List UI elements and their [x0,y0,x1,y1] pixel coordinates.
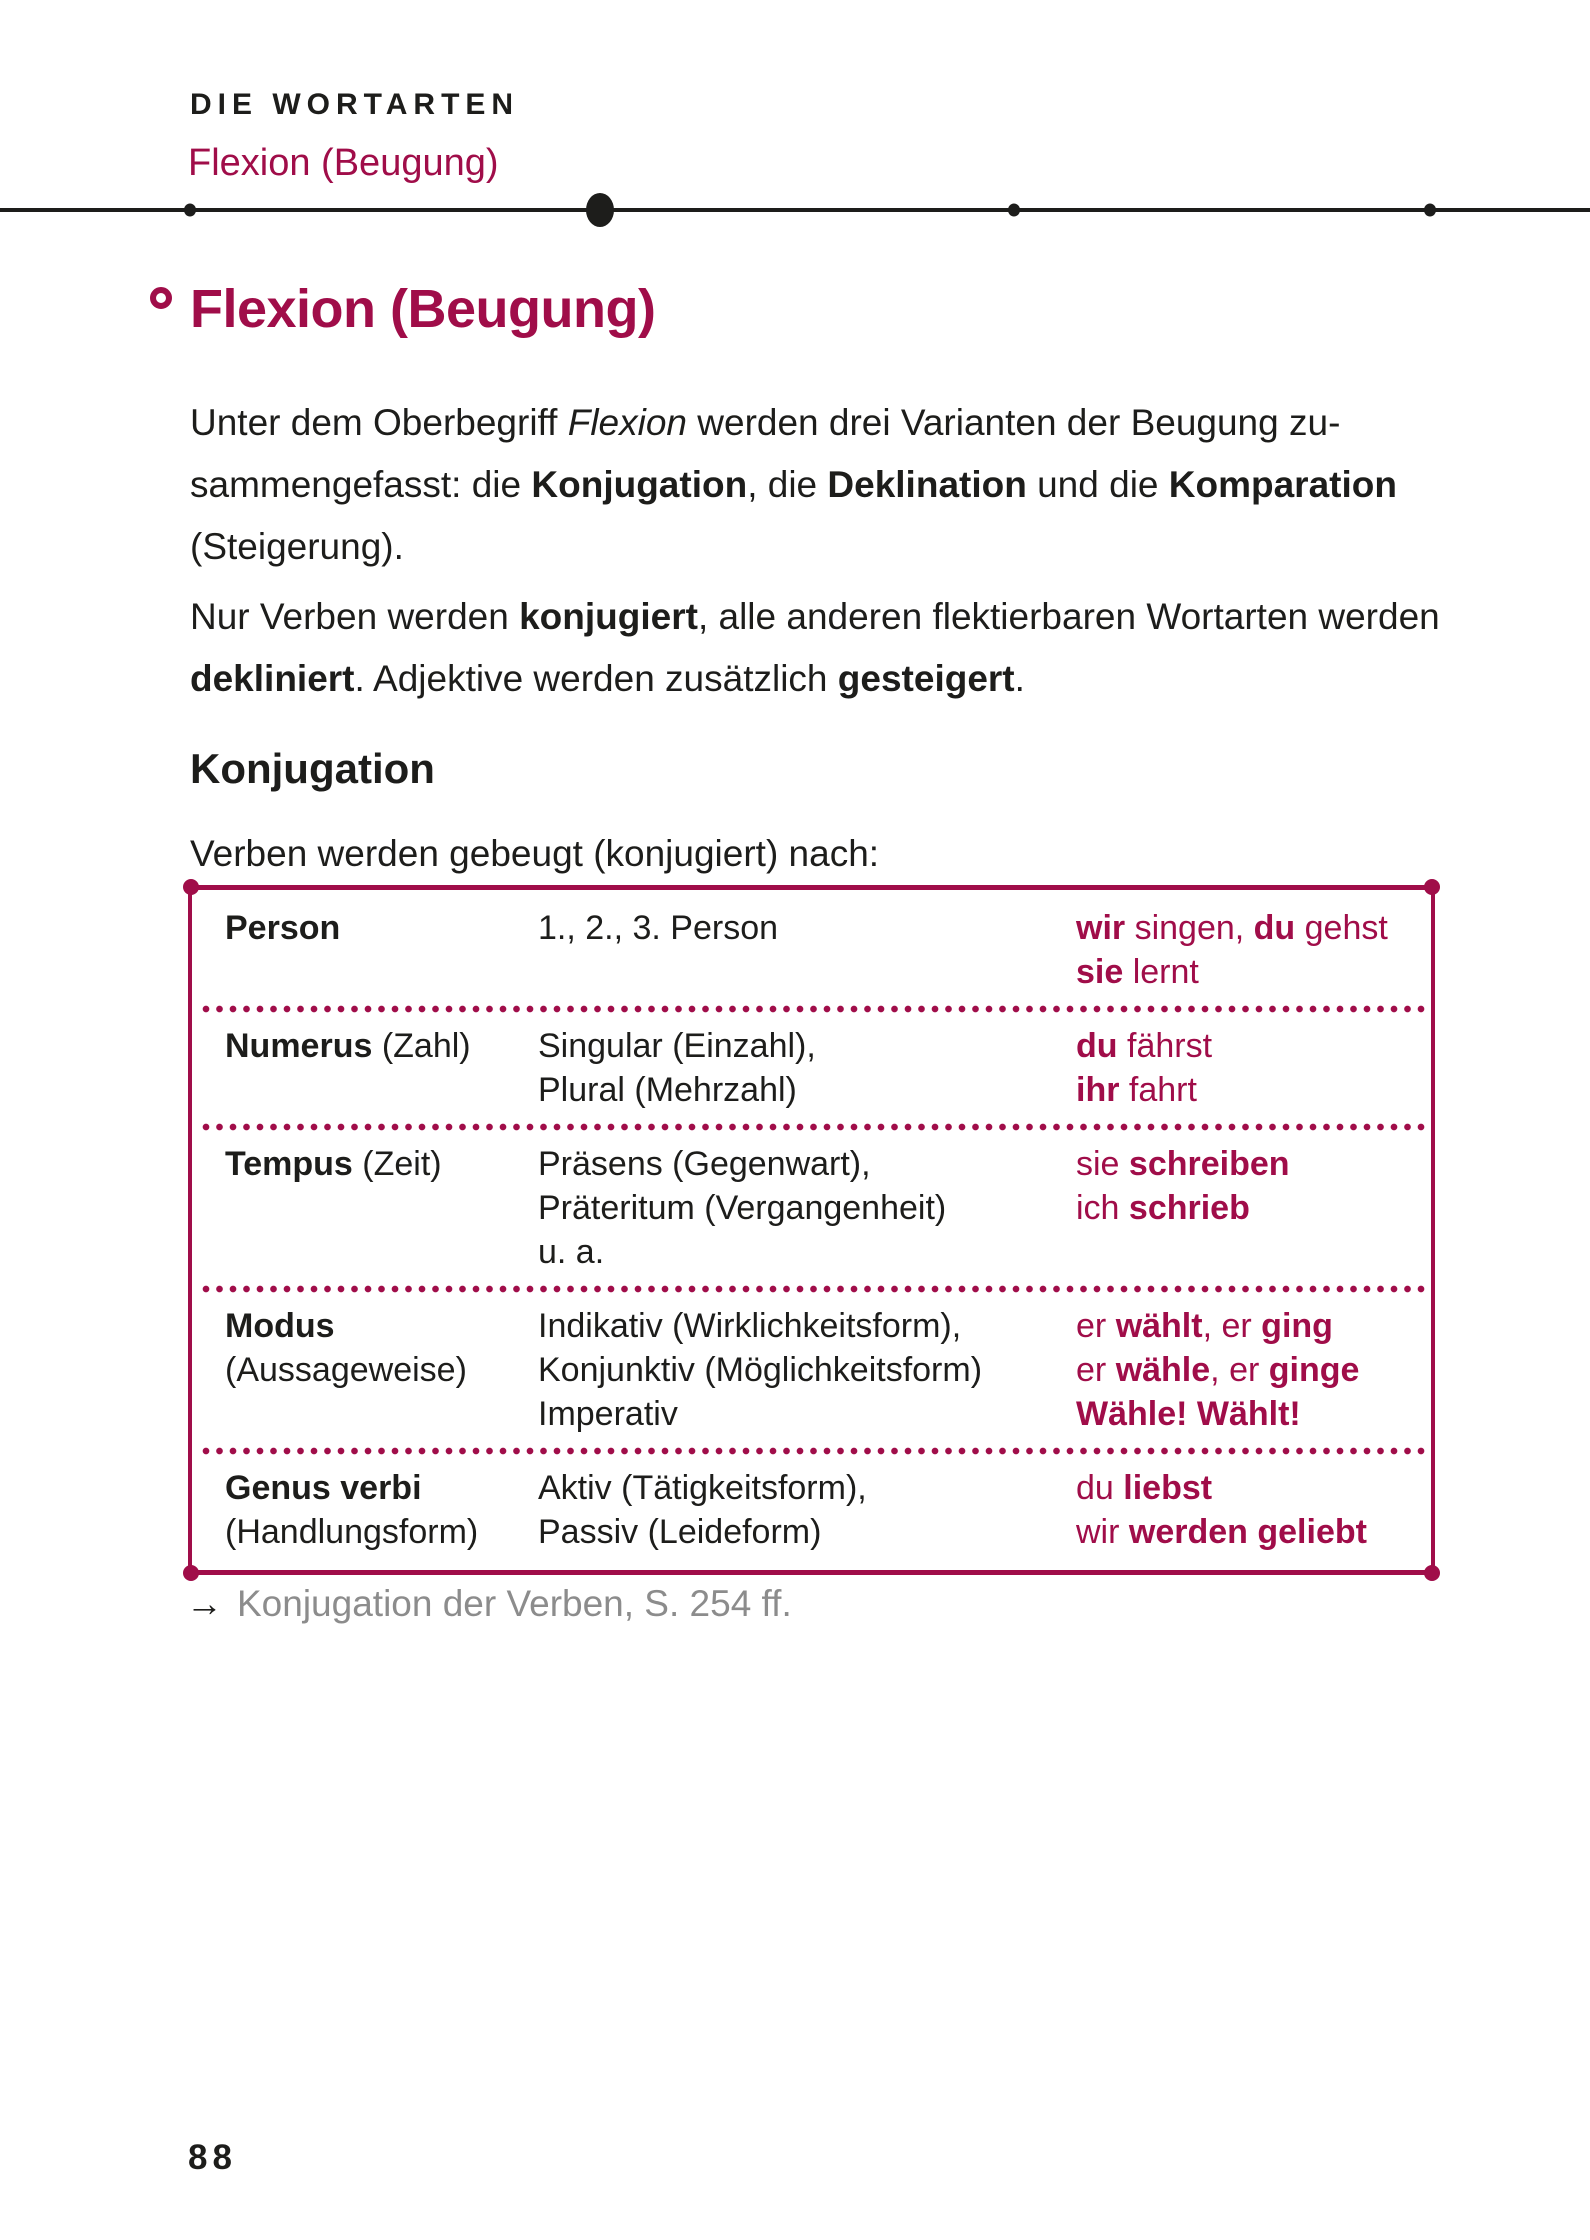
table-cell-category [225,1304,538,1436]
header-rule [0,208,1590,212]
table-cell-category [225,1142,538,1274]
section-heading: Konjugation [190,745,435,792]
text-run: werden drei Varianten der Beugung zu- [687,402,1341,443]
criteria-line: Plural (Mehrzahl) [538,1071,797,1109]
text-run: ging [1261,1307,1333,1345]
text-run: ihr [1076,1071,1120,1109]
example-line [1076,1348,1417,1392]
text-run: werden geliebt [1128,1513,1367,1551]
table-corner-dot [1424,1565,1440,1581]
example-line [1076,1304,1417,1348]
text-run: wählt [1115,1307,1203,1345]
paragraph-line [190,586,1440,648]
dotted-separator [202,1005,1427,1013]
criteria-line: Passiv (Leideform) [538,1513,822,1551]
table-cell-examples [1076,1304,1417,1436]
text-run: fahrt [1119,1071,1197,1109]
category-line [225,906,538,950]
category-line [225,1510,538,1554]
text-run: konjugiert [519,596,698,637]
table-cell-category [225,1466,538,1554]
text-run: , er [1210,1351,1269,1389]
table-row [192,1136,1431,1280]
criteria-line: Singular (Einzahl), [538,1027,816,1065]
text-run: Nur Verben werden [190,596,520,637]
arrow-right-icon: → [186,1583,223,1624]
example-line [1076,1186,1417,1230]
example-line [1076,1392,1417,1436]
text-run: (Handlungsform) [225,1513,479,1551]
section-marker-ring-icon [150,287,172,309]
text-run: Wähle! Wählt! [1076,1395,1301,1433]
category-line [225,1304,538,1348]
category-line [225,1142,538,1186]
text-run: sie [1076,953,1124,991]
text-run: schreiben [1128,1145,1290,1183]
table-row [192,1298,1431,1442]
text-run: Tempus [225,1145,353,1183]
table-cell-criteria [538,1024,1076,1112]
category-line [225,1348,538,1392]
intro-paragraph [190,392,1397,578]
text-run: fährst [1117,1027,1213,1065]
text-run: Person [225,909,341,947]
text-run: (Zeit) [352,1145,442,1183]
table-cell-category [225,1024,538,1112]
text-run: ich [1076,1189,1129,1227]
text-run: und die [1026,464,1169,505]
table-cell-examples [1076,1466,1417,1554]
dotted-separator [202,1123,1427,1131]
table-row [192,890,1431,1000]
text-run: Modus [225,1307,335,1345]
cross-reference [186,1583,792,1625]
text-run: du [1253,909,1296,947]
rule-dot [1008,204,1020,217]
criteria-line: Präsens (Gegenwart), [538,1145,871,1183]
text-run: du [1076,1027,1118,1065]
example-line [1076,1466,1417,1510]
criteria-line: Aktiv (Tätigkeitsform), [538,1469,867,1507]
table-cell-criteria [538,1304,1076,1436]
criteria-line: Indikativ (Wirklichkeitsform), [538,1307,962,1345]
criteria-line: u. a. [538,1233,605,1271]
text-run: er [1076,1351,1116,1389]
text-run: (Zahl) [372,1027,471,1065]
dotted-separator [202,1447,1427,1455]
text-run: wir [1076,909,1126,947]
text-run: er [1076,1307,1116,1345]
text-run: gesteigert [837,658,1015,699]
text-run: , die [747,464,828,505]
example-line [1076,906,1417,950]
example-line [1076,1510,1417,1554]
table-cell-criteria [538,906,1076,994]
page-title: Flexion (Beugung) [190,279,656,339]
text-run: . Adjektive werden zusätzlich [354,658,838,699]
table-corner-dot [183,1565,199,1581]
table-corner-dot [1424,879,1440,895]
text-run: dekliniert [190,658,355,699]
table-cell-examples [1076,906,1417,994]
example-line [1076,950,1417,994]
cross-reference-text: Konjugation der Verben, S. 254 ff. [237,1583,792,1624]
criteria-line: 1., 2., 3. Person [538,909,779,947]
text-run: liebst [1123,1469,1213,1507]
text-run: lernt [1123,953,1199,991]
table-cell-category [225,906,538,994]
chapter-kicker: DIE WORTARTEN [190,88,520,121]
text-run: (Steigerung). [190,526,404,567]
table-cell-criteria [538,1466,1076,1554]
table-cell-examples [1076,1142,1417,1274]
text-run: , er [1202,1307,1262,1345]
table-cell-criteria [538,1142,1076,1274]
paragraph-line [190,454,1397,516]
paragraph-line [190,392,1397,454]
text-run: Deklination [827,464,1027,505]
text-run: Flexion [567,402,687,443]
text-run: . [1014,658,1025,699]
text-run: Genus verbi [225,1469,422,1507]
category-line [225,1466,538,1510]
text-run: sammengefasst: die [190,464,532,505]
rule-dot [184,204,196,217]
rule-dot-large [586,193,614,227]
table-cell-examples [1076,1024,1417,1112]
text-run: Konjugation [531,464,748,505]
text-run: schrieb [1128,1189,1250,1227]
paragraph-line [190,516,1397,578]
example-line [1076,1068,1417,1112]
text-run: (Aussageweise) [225,1351,467,1389]
example-line [1076,1142,1417,1186]
text-run: wir [1076,1513,1129,1551]
text-run: wähle [1115,1351,1211,1389]
criteria-line: Konjunktiv (Möglichkeitsform) [538,1351,983,1389]
second-paragraph [190,586,1440,710]
table-rows [192,890,1431,1570]
text-run: ginge [1268,1351,1360,1389]
page-number: 88 [188,2138,237,2177]
text-run: gehst [1295,909,1388,947]
rule-dot [1424,204,1436,217]
conjugation-table [188,885,1435,1575]
section-subtitle: Flexion (Beugung) [188,142,499,184]
table-row [192,1460,1431,1570]
section-intro: Verben werden gebeugt (konjugiert) nach: [190,833,880,874]
text-run: Unter dem Oberbegriff [190,402,568,443]
text-run: singen, [1125,909,1254,947]
text-run: , alle anderen flektierbaren Wortarten werden [697,596,1440,637]
criteria-line: Präteritum (Vergangenheit) [538,1189,947,1227]
paragraph-line [190,648,1440,710]
example-line [1076,1024,1417,1068]
table-corner-dot [183,879,199,895]
text-run: Komparation [1168,464,1397,505]
text-run: Numerus [225,1027,373,1065]
text-run: du [1076,1469,1124,1507]
dotted-separator [202,1285,1427,1293]
criteria-line: Imperativ [538,1395,678,1433]
text-run: sie [1076,1145,1129,1183]
table-row [192,1018,1431,1118]
category-line [225,1024,538,1068]
